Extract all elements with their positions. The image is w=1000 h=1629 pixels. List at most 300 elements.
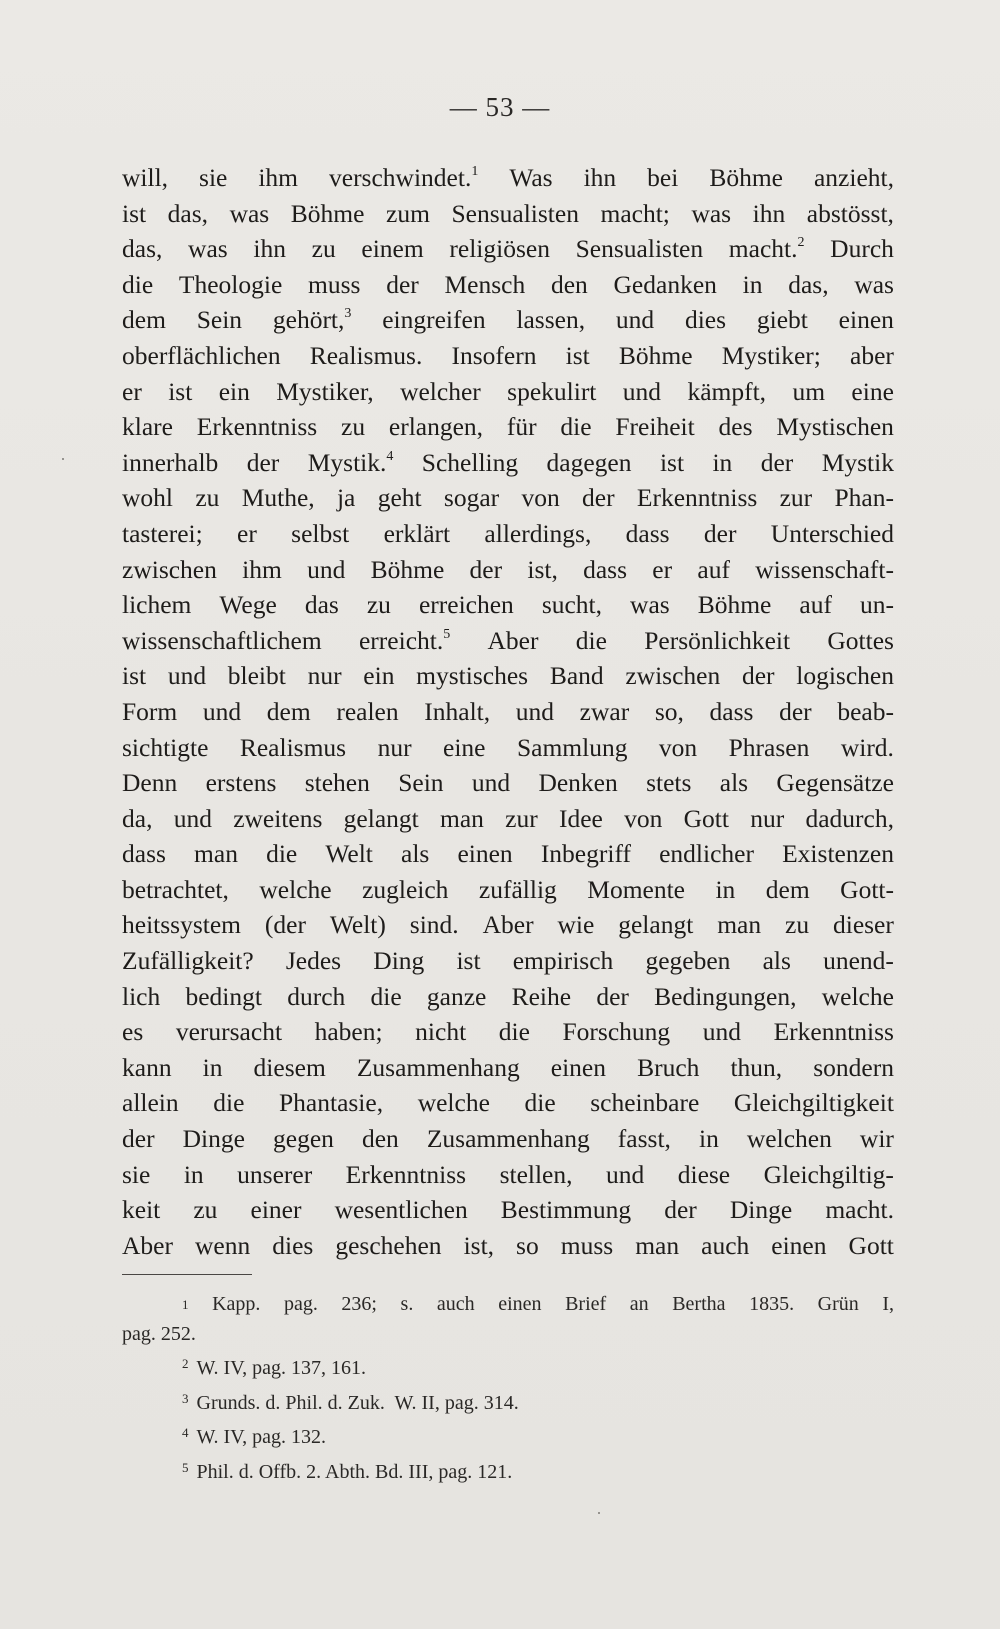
text-line	[122, 765, 894, 801]
word: betrachtet,	[122, 874, 229, 904]
word: Mystiker;	[721, 340, 821, 370]
word: unend-	[823, 946, 894, 976]
word: zugleich	[362, 874, 449, 904]
word: man	[635, 1230, 680, 1260]
word: geht	[377, 483, 422, 513]
word: logischen	[796, 661, 894, 691]
word: Reihe	[511, 981, 572, 1011]
footnote-1-word: s.	[400, 1293, 414, 1315]
word: Zufälligkeit?	[122, 946, 254, 976]
word: eingreifen	[382, 305, 486, 335]
footnote-3	[122, 1384, 894, 1419]
word: gehört,$^3$	[272, 305, 352, 335]
word: Böhme	[697, 590, 772, 620]
word: realen	[336, 696, 399, 726]
word: Sensualisten	[451, 198, 579, 228]
word: der	[469, 554, 503, 584]
word: der	[582, 483, 615, 513]
word: empirisch	[512, 946, 614, 976]
word: diesem	[253, 1052, 326, 1082]
footnote-marker: 1	[471, 164, 479, 179]
footnote-1-word: Bertha	[672, 1293, 726, 1315]
word: einen	[457, 839, 513, 869]
footnote-marker: 3	[344, 306, 352, 322]
word: Erkenntniss	[773, 1017, 894, 1047]
word: ihm	[242, 554, 282, 584]
word: dem	[122, 305, 166, 335]
word: Mystiker,	[276, 376, 374, 406]
word: sogar	[443, 483, 500, 513]
word: lich	[122, 981, 161, 1011]
text-line	[122, 480, 894, 516]
word: ist	[565, 340, 590, 370]
word: ihm	[258, 163, 299, 192]
word: das	[304, 590, 339, 620]
word: die	[370, 981, 402, 1011]
footnote-3-text: Grunds. d. Phil. d. Zuk. W. II, pag. 314.	[196, 1391, 519, 1414]
text-line	[122, 1192, 894, 1228]
footnote-3-marker: 3	[182, 1390, 189, 1406]
footnote-2-text: W. IV, pag. 137, 161.	[196, 1357, 366, 1379]
word: er	[237, 518, 257, 548]
word: in	[715, 874, 736, 904]
word: es	[122, 1017, 144, 1047]
word: Freiheit	[615, 412, 695, 442]
word: eine	[851, 376, 894, 406]
word: giebt	[756, 305, 808, 335]
word: wie	[557, 910, 595, 940]
word: zu	[366, 590, 391, 620]
word: stets	[646, 768, 692, 798]
word: innerhalb	[122, 447, 219, 477]
word: einer	[250, 1195, 302, 1225]
word: zwischen	[122, 554, 217, 584]
word: in	[202, 1052, 223, 1082]
word: der	[779, 696, 812, 726]
text-line	[122, 338, 894, 374]
word: ist	[122, 661, 147, 691]
footnote-1-word: an	[629, 1293, 649, 1315]
word: einen	[838, 305, 894, 335]
word: muss	[308, 269, 361, 299]
word: der	[386, 269, 419, 299]
word: das,	[167, 198, 209, 228]
word: und	[615, 305, 655, 335]
text-line	[122, 196, 894, 232]
word: Theologie	[178, 269, 283, 299]
word: ist	[122, 198, 147, 228]
word: so	[516, 1230, 539, 1260]
word: nur	[750, 803, 785, 833]
word: nur	[377, 732, 412, 762]
word: Realismus	[239, 732, 347, 762]
footnote-4-marker: 4	[182, 1425, 189, 1440]
word: heitssystem	[122, 910, 241, 940]
word: sichtigte	[122, 732, 209, 762]
word: muss	[560, 1230, 614, 1260]
word: Böhme	[709, 163, 783, 192]
word: Gott	[683, 803, 729, 833]
word: Inhalt,	[424, 696, 491, 726]
word: auch	[701, 1230, 750, 1260]
footnote-marker: 4	[386, 448, 394, 464]
word: man	[717, 910, 762, 940]
word: Sensualisten	[575, 234, 704, 264]
footnote-5-text: Phil. d. Offb. 2. Abth. Bd. III, pag. 121.	[196, 1460, 513, 1483]
word: ein	[218, 376, 250, 406]
word: Ding	[373, 946, 425, 976]
text-line	[122, 1014, 894, 1050]
word: dies	[272, 1230, 314, 1260]
body-text	[122, 160, 894, 1263]
word: einen	[550, 1052, 607, 1082]
word: welche	[259, 874, 332, 904]
word: ist	[456, 946, 481, 976]
word: Denken	[538, 768, 618, 798]
word: zur	[779, 483, 813, 513]
text-line	[122, 979, 894, 1015]
footnote-1-word: I,	[882, 1293, 894, 1315]
word: allerdings,	[484, 518, 592, 548]
word: Dinge	[729, 1195, 793, 1225]
word: er	[652, 554, 673, 584]
word: wissenschaftlichem	[122, 625, 322, 655]
word: Böhme	[370, 554, 445, 584]
word: Sammlung	[516, 732, 628, 762]
word: keit	[122, 1195, 161, 1225]
word: dem	[765, 874, 810, 904]
word: und	[202, 696, 242, 726]
word: zu	[193, 1195, 218, 1225]
footnote-1-word: Grün	[817, 1293, 859, 1315]
word: die	[213, 1088, 245, 1118]
word: was	[630, 590, 670, 620]
text-line	[122, 1228, 894, 1264]
word: will,	[122, 163, 169, 192]
text-line	[122, 1157, 894, 1193]
word: erreicht.$^5$	[358, 625, 451, 655]
footnote-marker: 5	[443, 626, 451, 642]
word: erreichen	[418, 590, 514, 620]
footnote-1-word: 1835.	[749, 1293, 795, 1315]
footnote-1-word: pag.	[283, 1293, 318, 1315]
word: zu	[311, 234, 336, 264]
text-line	[122, 658, 894, 694]
word: von	[658, 732, 698, 762]
word: auf	[799, 590, 832, 620]
word: ihn	[583, 163, 617, 192]
word: Insofern	[451, 340, 537, 370]
word: gegeben	[645, 946, 731, 976]
text-line	[122, 872, 894, 908]
word: wohl	[122, 483, 173, 513]
word: ist	[168, 376, 193, 406]
word: sie	[122, 1159, 151, 1189]
word: wir	[859, 1124, 894, 1154]
word: Erkenntniss	[636, 483, 758, 513]
word: bedingt	[185, 981, 262, 1011]
word: ein	[363, 661, 395, 691]
word: Realismus.	[309, 340, 423, 370]
text-line	[122, 302, 894, 338]
text-line	[122, 623, 894, 659]
word: welchen	[746, 1124, 832, 1154]
word: Schelling	[421, 447, 519, 477]
word: ihn	[752, 198, 786, 228]
word: Durch	[830, 234, 894, 264]
word: und	[173, 803, 212, 833]
text-line	[122, 587, 894, 623]
word: einem	[361, 234, 424, 264]
word: was	[188, 234, 228, 264]
word: Dinge	[182, 1124, 245, 1154]
word: und	[471, 768, 511, 798]
text-line	[122, 374, 894, 410]
word: Phrasen	[728, 732, 810, 762]
paper-speck	[62, 458, 64, 460]
word: stellen,	[499, 1159, 573, 1189]
word: ist,	[463, 1230, 495, 1260]
word: nur	[307, 661, 342, 691]
word: den	[550, 269, 588, 299]
word: zur	[505, 803, 538, 833]
word: haben;	[314, 1017, 383, 1047]
word: Mensch	[444, 269, 526, 299]
text-line	[122, 160, 894, 196]
word: diese	[677, 1159, 731, 1189]
word: zu	[785, 910, 810, 940]
word: welche	[821, 981, 894, 1011]
word: man	[194, 839, 238, 869]
word: ganze	[426, 981, 487, 1011]
text-line	[122, 836, 894, 872]
word: einen	[771, 1230, 827, 1260]
paper-speck	[598, 1512, 600, 1514]
word: abstösst,	[806, 198, 894, 228]
word: stehen	[304, 768, 370, 798]
word: Aber	[487, 625, 539, 655]
word: Denn	[122, 768, 178, 798]
word: der	[664, 1195, 697, 1225]
footnote-4	[122, 1418, 894, 1453]
word: Wege	[219, 590, 277, 620]
word: wird.	[840, 732, 894, 762]
word: Muthe,	[241, 483, 315, 513]
text-line	[122, 516, 894, 552]
word: lichem	[122, 590, 192, 620]
word: in	[712, 447, 733, 477]
word: Momente	[587, 874, 685, 904]
word: Aber	[482, 910, 534, 940]
text-line	[122, 907, 894, 943]
word: und	[515, 696, 555, 726]
word: als	[719, 768, 749, 798]
word: wesentlichen	[334, 1195, 468, 1225]
word: selbst	[291, 518, 350, 548]
word: die	[560, 412, 592, 442]
word: fasst,	[617, 1124, 671, 1154]
word: ja	[336, 483, 356, 513]
footnote-1	[122, 1290, 894, 1320]
word: macht.$^2$	[728, 234, 805, 264]
word: Böhme	[290, 198, 365, 228]
word: Gleichgiltig-	[763, 1159, 894, 1189]
word: das,	[122, 234, 163, 264]
word: Gottes	[827, 625, 894, 655]
word: die	[122, 269, 154, 299]
word: Aber	[122, 1230, 173, 1260]
word: eine	[443, 732, 486, 762]
word: den	[361, 1124, 399, 1154]
word: oberflächlichen	[122, 340, 281, 370]
word: dass	[583, 554, 628, 584]
word: thun,	[730, 1052, 783, 1082]
word: scheinbare	[590, 1088, 700, 1118]
word: geschehen	[335, 1230, 442, 1260]
footnote-1-word: einen	[498, 1293, 542, 1315]
word: Gleichgiltigkeit	[733, 1088, 894, 1118]
text-line	[122, 1121, 894, 1157]
word: in	[183, 1159, 204, 1189]
word: was	[691, 198, 732, 228]
word: sind.	[409, 910, 459, 940]
page-number: — 53 —	[449, 92, 551, 122]
word: Erkenntniss	[196, 412, 318, 442]
word: zwischen	[625, 661, 721, 691]
word: Inbegriff	[540, 839, 631, 869]
word: ist	[659, 447, 685, 477]
word: da,	[122, 803, 153, 833]
word: dies	[684, 305, 727, 335]
word: Gedanken	[613, 269, 717, 299]
word: der	[596, 981, 629, 1011]
word: Persönlichkeit	[644, 625, 791, 655]
word: wenn	[195, 1230, 251, 1260]
word: Existenzen	[782, 839, 894, 869]
word: in	[698, 1124, 719, 1154]
word: der	[703, 518, 737, 548]
word: verursacht	[175, 1017, 283, 1047]
word: die	[575, 625, 607, 655]
footnote-4-text: W. IV, pag. 132.	[196, 1426, 326, 1448]
footnote-marker: 2	[797, 235, 805, 251]
word: aber	[850, 340, 894, 370]
word: und	[702, 1017, 741, 1047]
footnote-1-word: Kapp.	[212, 1293, 261, 1315]
text-line	[122, 730, 894, 766]
word: der	[741, 661, 775, 691]
word: für	[506, 412, 537, 442]
footnote-1-marker: 1	[182, 1297, 189, 1312]
word: dass	[709, 696, 754, 726]
word: Sein	[196, 305, 243, 335]
footnote-1-word: auch	[436, 1293, 475, 1315]
footnote-1-continuation: pag. 252.	[122, 1322, 196, 1345]
word: als	[401, 839, 430, 869]
word: zu	[195, 483, 220, 513]
word: bei	[647, 163, 679, 192]
footnotes	[122, 1290, 894, 1487]
word: der	[122, 1124, 155, 1154]
word: erlangen,	[388, 412, 484, 442]
word: sucht,	[541, 590, 603, 620]
word: sie	[199, 163, 228, 192]
footnote-1-word: Brief	[565, 1293, 607, 1315]
footnote-1-word: 236;	[341, 1293, 377, 1315]
word: von	[521, 483, 560, 513]
word: unserer	[237, 1159, 313, 1189]
footnote-divider	[122, 1274, 252, 1275]
word: dagegen	[546, 447, 632, 477]
word: nicht	[415, 1017, 467, 1047]
text-line	[122, 694, 894, 730]
word: man	[439, 803, 484, 833]
word: Gott	[848, 1230, 894, 1260]
word: ihn	[253, 234, 286, 264]
footnote-5	[122, 1453, 894, 1488]
word: dem	[266, 696, 311, 726]
word: des	[718, 412, 753, 442]
text-line	[122, 801, 894, 837]
word: zum	[386, 198, 430, 228]
word: der	[760, 447, 794, 477]
word: die	[524, 1088, 556, 1118]
word: dadurch,	[805, 803, 894, 833]
word: Böhme	[618, 340, 693, 370]
word: und	[622, 376, 662, 406]
word: so,	[654, 696, 684, 726]
word: Gott-	[840, 874, 894, 904]
word: Sein	[398, 768, 444, 798]
word: gelangt	[618, 910, 694, 940]
word: spekulirt	[507, 376, 597, 406]
word: gelangt	[343, 803, 419, 833]
word: ist,	[527, 554, 558, 584]
word: erstens	[205, 768, 277, 798]
word: Form	[122, 696, 178, 726]
word: Jedes	[285, 946, 342, 976]
word: mystisches	[416, 661, 529, 691]
word: auf	[697, 554, 730, 584]
word: was	[229, 198, 270, 228]
word: in	[742, 269, 763, 299]
word: Zusammenhang	[356, 1052, 520, 1082]
word: verschwindet.$^1$	[329, 163, 479, 192]
word: Mystik.$^4$	[307, 447, 394, 477]
word: Phantasie,	[278, 1088, 384, 1118]
word: dieser	[832, 910, 894, 940]
word: Forschung	[562, 1017, 671, 1047]
word: was	[854, 269, 894, 299]
word: als	[762, 946, 791, 976]
word: welche	[417, 1088, 490, 1118]
word: von	[624, 803, 663, 833]
footnote-5-marker: 5	[182, 1459, 189, 1475]
word: zu	[341, 412, 366, 442]
word: endlicher	[659, 839, 754, 869]
word: der	[246, 447, 280, 477]
word: Mystischen	[776, 412, 894, 442]
word: er	[122, 376, 142, 406]
word: Idee	[558, 803, 603, 833]
word: Bestimmung	[500, 1195, 632, 1225]
word: beab-	[837, 696, 894, 726]
word: und	[167, 661, 207, 691]
text-line	[122, 1085, 894, 1121]
word: religiösen	[449, 234, 550, 264]
word: sondern	[813, 1052, 894, 1082]
text-line	[122, 231, 894, 267]
